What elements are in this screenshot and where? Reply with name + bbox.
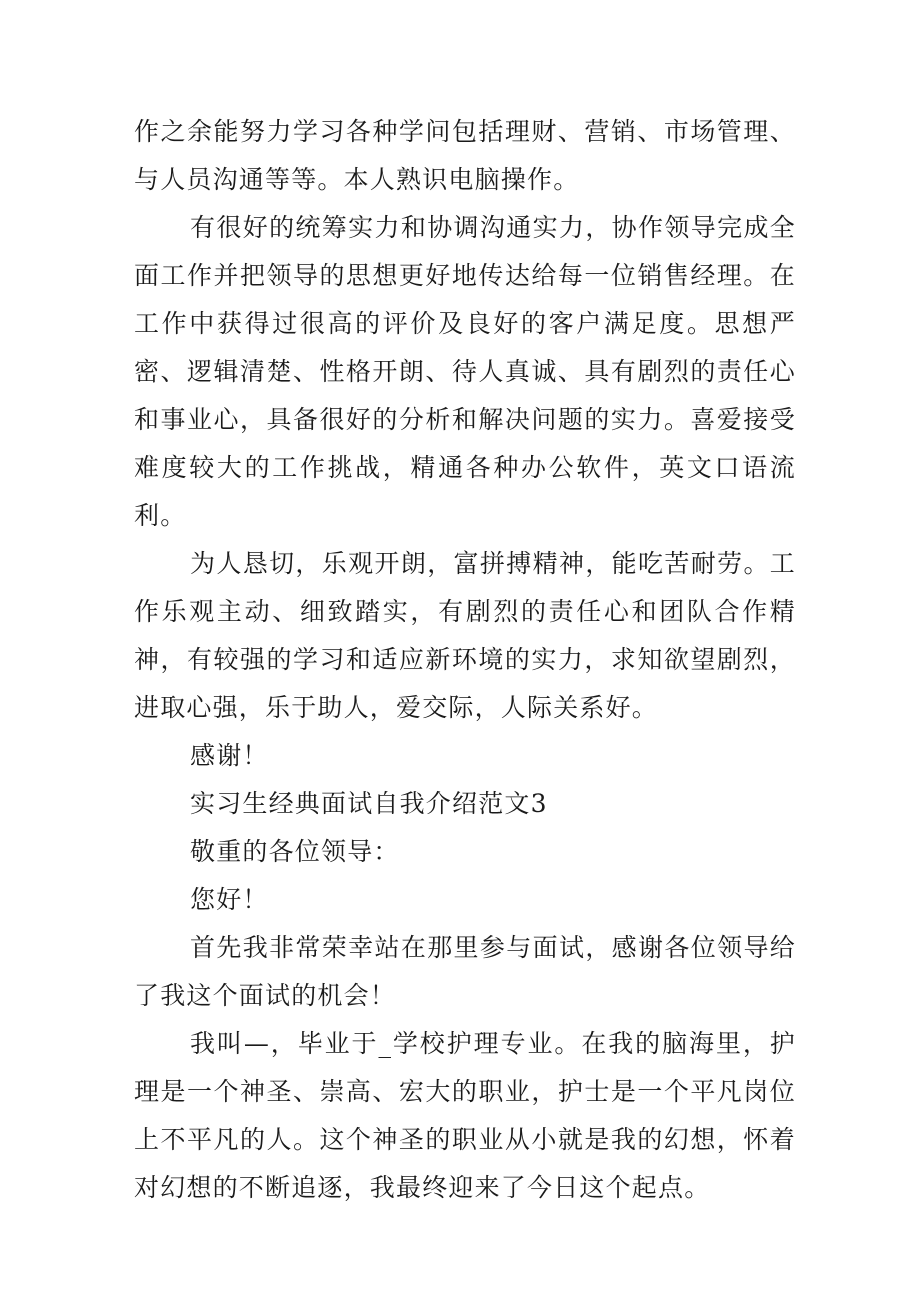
document-body [134,108,796,1212]
paragraph-3: 为人恳切，乐观开朗，富拼搏精神，能吃苦耐劳。工作乐观主动、细致踏实，有剧烈的责任心和团队合作精神，有较强的学习和适应新环境的实力，求知欲望剧烈，进取心强，乐于助人，爱交际，人际关系好。 [134,549,796,722]
paragraph-thanks: 感谢！ [190,741,269,770]
greeting: 您好！ [190,885,269,914]
section-heading: 实习生经典面试自我介绍范文3 [190,789,548,818]
paragraph-1: 作之余能努力学习各种学问包括理财、营销、市场管理、与人员沟通等等。本人熟识电脑操作。 [134,117,796,194]
salutation: 敬重的各位领导： [190,837,400,866]
paragraph-opening: 首先我非常荣幸站在那里参与面试，感谢各位领导给了我这个面试的机会！ [134,933,796,1010]
paragraph-introduction: 我叫—，毕业于_学校护理专业。在我的脑海里，护理是一个神圣、崇高、宏大的职业，护士是一个平凡岗位上不平凡的人。这个神圣的职业从小就是我的幻想，怀着对幻想的不断追逐，我最终迎来了今日这个起点。 [134,1029,796,1202]
paragraph-2: 有很好的统筹实力和协调沟通实力，协作领导完成全面工作并把领导的思想更好地传达给每一位销售经理。在工作中获得过很高的评价及良好的客户满足度。思想严密、逻辑清楚、性格开朗、待人真诚、具有剧烈的责任心和事业心，具备很好的分析和解决问题的实力。喜爱接受难度较大的工作挑战，精通各种办公软件，英文口语流利。 [134,213,796,530]
